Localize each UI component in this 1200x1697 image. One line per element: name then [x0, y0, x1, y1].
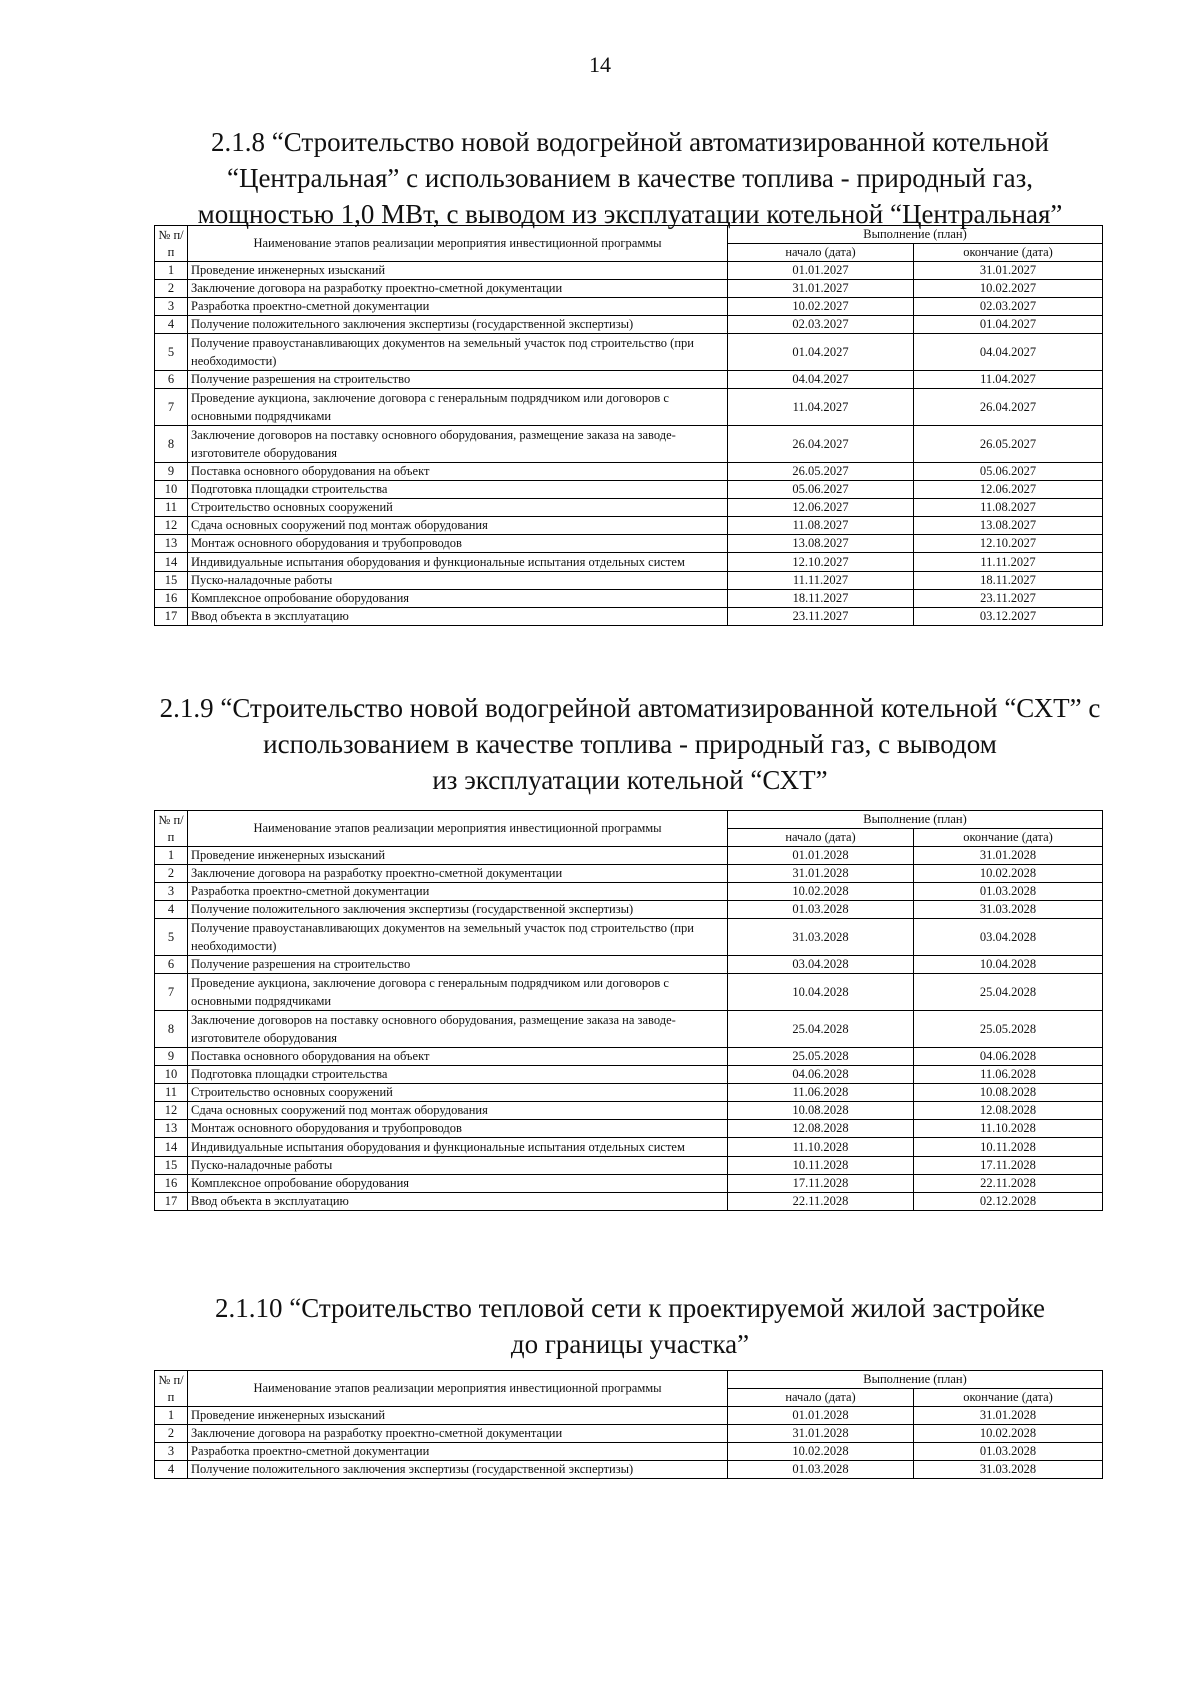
stage-name: Проведение аукциона, заключение договора с генеральным подрядчиком или договоров с основными подрядчиками	[188, 974, 728, 1011]
end-date: 11.11.2027	[914, 553, 1103, 572]
table-row	[155, 463, 1103, 481]
end-date: 17.11.2028	[914, 1157, 1103, 1175]
stage-name: Пуско-наладочные работы	[188, 572, 728, 590]
row-number: 2	[155, 280, 188, 298]
row-number: 7	[155, 974, 188, 1011]
start-date: 18.11.2027	[728, 590, 914, 608]
row-number: 16	[155, 1175, 188, 1193]
end-date: 10.02.2028	[914, 1425, 1103, 1443]
row-number: 10	[155, 1066, 188, 1084]
stage-name: Заключение договоров на поставку основного оборудования, размещение заказа на заводе-изготовителе оборудования	[188, 1011, 728, 1048]
table-row	[155, 1425, 1103, 1443]
stage-name: Разработка проектно-сметной документации	[188, 883, 728, 901]
stage-name: Строительство основных сооружений	[188, 1084, 728, 1102]
header-stage-name: Наименование этапов реализации мероприятия инвестиционной программы	[188, 226, 728, 262]
row-number: 17	[155, 608, 188, 626]
end-date: 04.06.2028	[914, 1048, 1103, 1066]
table-row	[155, 371, 1103, 389]
row-number: 3	[155, 883, 188, 901]
header-execution: Выполнение (план)	[728, 1371, 1103, 1389]
end-date: 03.12.2027	[914, 608, 1103, 626]
table-row	[155, 280, 1103, 298]
header-start-date: начало (дата)	[728, 829, 914, 847]
end-date: 05.06.2027	[914, 463, 1103, 481]
table-row	[155, 1048, 1103, 1066]
table-row	[155, 919, 1103, 956]
table-row	[155, 1461, 1103, 1479]
stage-name: Получение правоустанавливающих документов на земельный участок под строительство (при необходимости)	[188, 334, 728, 371]
table-row	[155, 499, 1103, 517]
end-date: 10.04.2028	[914, 956, 1103, 974]
row-number: 1	[155, 1407, 188, 1425]
end-date: 11.10.2028	[914, 1120, 1103, 1138]
end-date: 23.11.2027	[914, 590, 1103, 608]
stage-name: Ввод объекта в эксплуатацию	[188, 608, 728, 626]
table-row	[155, 1011, 1103, 1048]
start-date: 01.01.2028	[728, 847, 914, 865]
row-number: 4	[155, 316, 188, 334]
section-title-line: 2.1.10 “Строительство тепловой сети к проектируемой жилой застройке	[214, 1293, 1045, 1323]
row-number: 1	[155, 262, 188, 280]
table-row	[155, 535, 1103, 553]
end-date: 31.01.2028	[914, 847, 1103, 865]
start-date: 17.11.2028	[728, 1175, 914, 1193]
end-date: 31.03.2028	[914, 901, 1103, 919]
schedule-table	[154, 810, 1103, 1211]
row-number: 4	[155, 1461, 188, 1479]
row-number: 6	[155, 371, 188, 389]
row-number: 1	[155, 847, 188, 865]
row-number: 7	[155, 389, 188, 426]
section-title	[140, 690, 1120, 798]
table-row	[155, 1120, 1103, 1138]
start-date: 31.01.2028	[728, 1425, 914, 1443]
end-date: 03.04.2028	[914, 919, 1103, 956]
end-date: 11.04.2027	[914, 371, 1103, 389]
end-date: 02.12.2028	[914, 1193, 1103, 1211]
section-title-line: из эксплуатации котельной “СХТ”	[432, 765, 828, 795]
table-row	[155, 608, 1103, 626]
start-date: 10.02.2028	[728, 1443, 914, 1461]
header-execution: Выполнение (план)	[728, 226, 1103, 244]
start-date: 01.03.2028	[728, 1461, 914, 1479]
end-date: 12.08.2028	[914, 1102, 1103, 1120]
row-number: 5	[155, 919, 188, 956]
stage-name: Заключение договора на разработку проектно-сметной документации	[188, 1425, 728, 1443]
start-date: 04.06.2028	[728, 1066, 914, 1084]
row-number: 2	[155, 1425, 188, 1443]
table-row	[155, 883, 1103, 901]
start-date: 26.05.2027	[728, 463, 914, 481]
stage-name: Индивидуальные испытания оборудования и функциональные испытания отдельных систем	[188, 1138, 728, 1157]
stage-name: Разработка проектно-сметной документации	[188, 1443, 728, 1461]
stage-name: Поставка основного оборудования на объект	[188, 463, 728, 481]
start-date: 05.06.2027	[728, 481, 914, 499]
table-row	[155, 590, 1103, 608]
header-num: № п/п	[155, 811, 188, 847]
row-number: 8	[155, 1011, 188, 1048]
stage-name: Разработка проектно-сметной документации	[188, 298, 728, 316]
row-number: 9	[155, 1048, 188, 1066]
row-number: 3	[155, 298, 188, 316]
section-title-line: мощностью 1,0 МВт, с выводом из эксплуатации котельной “Центральная”	[197, 199, 1063, 229]
end-date: 31.01.2027	[914, 262, 1103, 280]
end-date: 26.05.2027	[914, 426, 1103, 463]
row-number: 2	[155, 865, 188, 883]
start-date: 13.08.2027	[728, 535, 914, 553]
end-date: 11.08.2027	[914, 499, 1103, 517]
row-number: 15	[155, 1157, 188, 1175]
start-date: 10.04.2028	[728, 974, 914, 1011]
start-date: 31.03.2028	[728, 919, 914, 956]
table-row	[155, 572, 1103, 590]
schedule-table	[154, 1370, 1103, 1479]
table-row	[155, 1407, 1103, 1425]
table-row	[155, 1157, 1103, 1175]
start-date: 01.01.2028	[728, 1407, 914, 1425]
end-date: 01.03.2028	[914, 1443, 1103, 1461]
table-row	[155, 865, 1103, 883]
start-date: 25.05.2028	[728, 1048, 914, 1066]
end-date: 18.11.2027	[914, 572, 1103, 590]
table-row	[155, 956, 1103, 974]
end-date: 10.02.2027	[914, 280, 1103, 298]
start-date: 12.10.2027	[728, 553, 914, 572]
start-date: 01.03.2028	[728, 901, 914, 919]
header-start-date: начало (дата)	[728, 1389, 914, 1407]
section-title-line: 2.1.9 “Строительство новой водогрейной автоматизированной котельной “СХТ” с	[159, 693, 1101, 723]
start-date: 23.11.2027	[728, 608, 914, 626]
stage-name: Заключение договора на разработку проектно-сметной документации	[188, 280, 728, 298]
header-start-date: начало (дата)	[728, 244, 914, 262]
stage-name: Монтаж основного оборудования и трубопроводов	[188, 1120, 728, 1138]
stage-name: Строительство основных сооружений	[188, 499, 728, 517]
row-number: 5	[155, 334, 188, 371]
start-date: 03.04.2028	[728, 956, 914, 974]
end-date: 25.05.2028	[914, 1011, 1103, 1048]
table-row	[155, 316, 1103, 334]
row-number: 10	[155, 481, 188, 499]
header-num: № п/п	[155, 1371, 188, 1407]
stage-name: Поставка основного оборудования на объект	[188, 1048, 728, 1066]
end-date: 31.01.2028	[914, 1407, 1103, 1425]
stage-name: Получение правоустанавливающих документов на земельный участок под строительство (при необходимости)	[188, 919, 728, 956]
stage-name: Получение положительного заключения экспертизы (государственной экспертизы)	[188, 316, 728, 334]
start-date: 22.11.2028	[728, 1193, 914, 1211]
header-end-date: окончание (дата)	[914, 1389, 1103, 1407]
stage-name: Пуско-наладочные работы	[188, 1157, 728, 1175]
start-date: 26.04.2027	[728, 426, 914, 463]
stage-name: Комплексное опробование оборудования	[188, 590, 728, 608]
end-date: 01.04.2027	[914, 316, 1103, 334]
start-date: 31.01.2027	[728, 280, 914, 298]
end-date: 25.04.2028	[914, 974, 1103, 1011]
end-date: 02.03.2027	[914, 298, 1103, 316]
row-number: 6	[155, 956, 188, 974]
stage-name: Получение положительного заключения экспертизы (государственной экспертизы)	[188, 901, 728, 919]
stage-name: Подготовка площадки строительства	[188, 1066, 728, 1084]
start-date: 04.04.2027	[728, 371, 914, 389]
stage-name: Получение разрешения на строительство	[188, 371, 728, 389]
start-date: 02.03.2027	[728, 316, 914, 334]
row-number: 12	[155, 517, 188, 535]
end-date: 26.04.2027	[914, 389, 1103, 426]
table-row	[155, 1066, 1103, 1084]
end-date: 31.03.2028	[914, 1461, 1103, 1479]
table-row	[155, 1138, 1103, 1157]
row-number: 15	[155, 572, 188, 590]
start-date: 01.01.2027	[728, 262, 914, 280]
section-title	[140, 124, 1120, 232]
stage-name: Монтаж основного оборудования и трубопроводов	[188, 535, 728, 553]
row-number: 4	[155, 901, 188, 919]
table-row	[155, 426, 1103, 463]
end-date: 04.04.2027	[914, 334, 1103, 371]
end-date: 22.11.2028	[914, 1175, 1103, 1193]
stage-name: Индивидуальные испытания оборудования и функциональные испытания отдельных систем	[188, 553, 728, 572]
row-number: 13	[155, 1120, 188, 1138]
row-number: 14	[155, 553, 188, 572]
start-date: 11.10.2028	[728, 1138, 914, 1157]
section-title-line: “Центральная” с использованием в качестве топлива - природный газ,	[226, 163, 1034, 193]
stage-name: Проведение инженерных изысканий	[188, 1407, 728, 1425]
start-date: 31.01.2028	[728, 865, 914, 883]
section-title-line: до границы участка”	[510, 1329, 750, 1359]
page-number: 14	[589, 52, 611, 77]
start-date: 25.04.2028	[728, 1011, 914, 1048]
start-date: 01.04.2027	[728, 334, 914, 371]
schedule-table	[154, 225, 1103, 626]
end-date: 11.06.2028	[914, 1066, 1103, 1084]
row-number: 9	[155, 463, 188, 481]
stage-name: Проведение аукциона, заключение договора с генеральным подрядчиком или договоров с основными подрядчиками	[188, 389, 728, 426]
table-row	[155, 1175, 1103, 1193]
table-row	[155, 1084, 1103, 1102]
stage-name: Проведение инженерных изысканий	[188, 847, 728, 865]
start-date: 10.02.2027	[728, 298, 914, 316]
section-title-line: 2.1.8 “Строительство новой водогрейной автоматизированной котельной	[211, 127, 1049, 157]
start-date: 10.08.2028	[728, 1102, 914, 1120]
table-row	[155, 481, 1103, 499]
stage-name: Заключение договоров на поставку основного оборудования, размещение заказа на заводе-изготовителе оборудования	[188, 426, 728, 463]
stage-name: Комплексное опробование оборудования	[188, 1175, 728, 1193]
start-date: 12.08.2028	[728, 1120, 914, 1138]
end-date: 13.08.2027	[914, 517, 1103, 535]
row-number: 11	[155, 499, 188, 517]
stage-name: Получение положительного заключения экспертизы (государственной экспертизы)	[188, 1461, 728, 1479]
table-row	[155, 1102, 1103, 1120]
table-row	[155, 847, 1103, 865]
row-number: 16	[155, 590, 188, 608]
table-row	[155, 262, 1103, 280]
start-date: 11.08.2027	[728, 517, 914, 535]
stage-name: Проведение инженерных изысканий	[188, 262, 728, 280]
table-row	[155, 553, 1103, 572]
section-title	[140, 1290, 1120, 1362]
header-execution: Выполнение (план)	[728, 811, 1103, 829]
start-date: 11.11.2027	[728, 572, 914, 590]
start-date: 10.02.2028	[728, 883, 914, 901]
end-date: 10.08.2028	[914, 1084, 1103, 1102]
row-number: 3	[155, 1443, 188, 1461]
table-row	[155, 389, 1103, 426]
row-number: 11	[155, 1084, 188, 1102]
table-row	[155, 974, 1103, 1011]
end-date: 10.02.2028	[914, 865, 1103, 883]
table-row	[155, 517, 1103, 535]
end-date: 12.06.2027	[914, 481, 1103, 499]
table-row	[155, 298, 1103, 316]
row-number: 12	[155, 1102, 188, 1120]
row-number: 8	[155, 426, 188, 463]
start-date: 11.06.2028	[728, 1084, 914, 1102]
table-row	[155, 1443, 1103, 1461]
start-date: 10.11.2028	[728, 1157, 914, 1175]
row-number: 14	[155, 1138, 188, 1157]
section-title-line: использованием в качестве топлива - природный газ, с выводом	[263, 729, 997, 759]
table-row	[155, 334, 1103, 371]
header-num: № п/п	[155, 226, 188, 262]
table-row	[155, 1193, 1103, 1211]
header-end-date: окончание (дата)	[914, 244, 1103, 262]
row-number: 13	[155, 535, 188, 553]
stage-name: Получение разрешения на строительство	[188, 956, 728, 974]
header-end-date: окончание (дата)	[914, 829, 1103, 847]
end-date: 01.03.2028	[914, 883, 1103, 901]
header-stage-name: Наименование этапов реализации мероприятия инвестиционной программы	[188, 811, 728, 847]
start-date: 11.04.2027	[728, 389, 914, 426]
stage-name: Подготовка площадки строительства	[188, 481, 728, 499]
table-row	[155, 901, 1103, 919]
stage-name: Сдача основных сооружений под монтаж оборудования	[188, 1102, 728, 1120]
end-date: 10.11.2028	[914, 1138, 1103, 1157]
end-date: 12.10.2027	[914, 535, 1103, 553]
row-number: 17	[155, 1193, 188, 1211]
stage-name: Сдача основных сооружений под монтаж оборудования	[188, 517, 728, 535]
stage-name: Заключение договора на разработку проектно-сметной документации	[188, 865, 728, 883]
stage-name: Ввод объекта в эксплуатацию	[188, 1193, 728, 1211]
header-stage-name: Наименование этапов реализации мероприятия инвестиционной программы	[188, 1371, 728, 1407]
start-date: 12.06.2027	[728, 499, 914, 517]
